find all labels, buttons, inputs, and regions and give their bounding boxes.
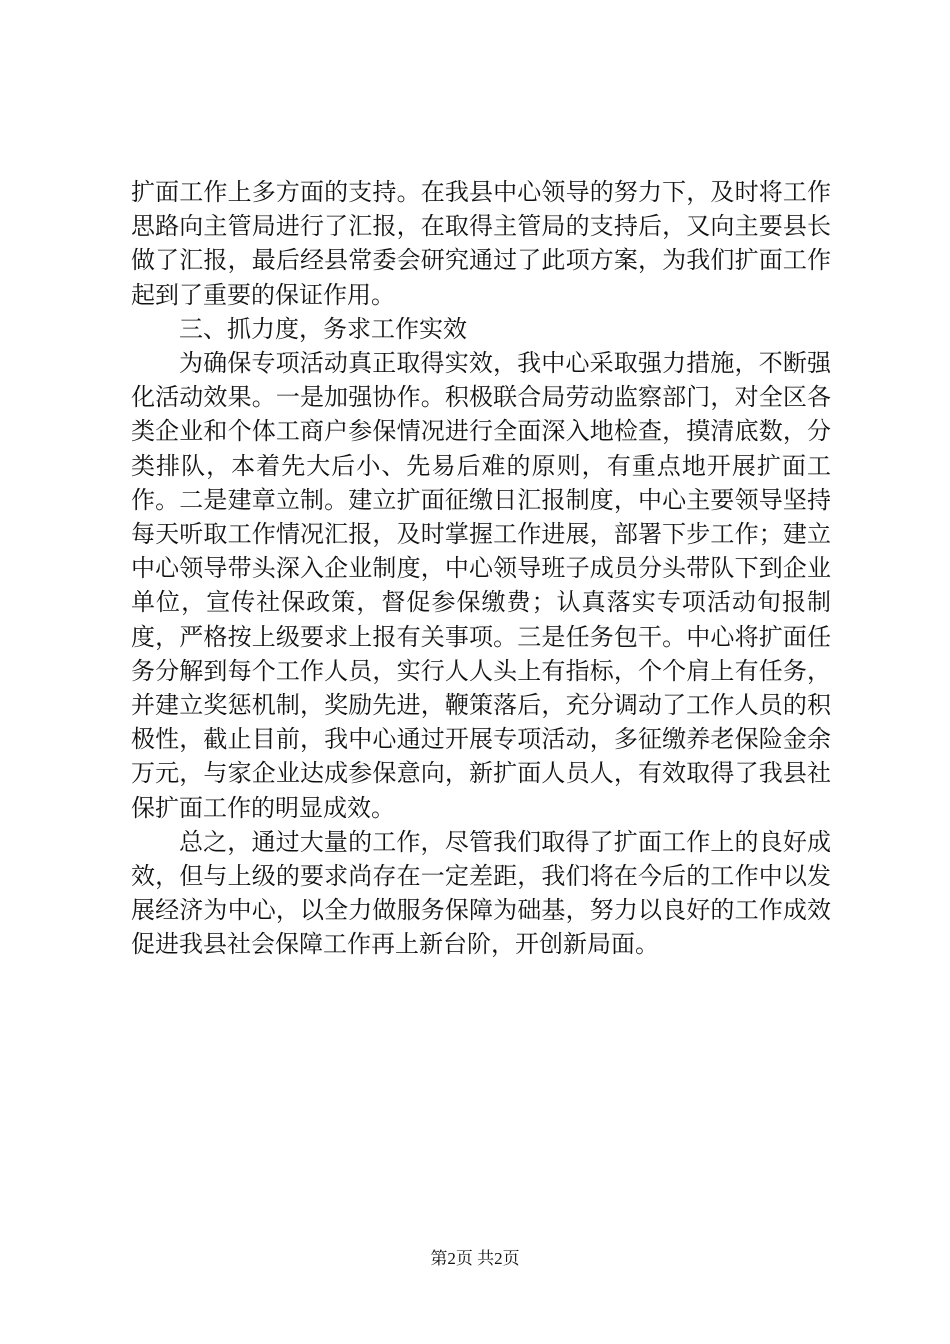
section-heading: 三、抓力度，务求工作实效 [179,314,467,343]
paragraph-measures: 为确保专项活动真正取得实效，我中心采取强力措施，不断强化活动效果。一是加强协作。积极联合局劳动监察部门，对全区各类企业和个体工商户参保情况进行全面深入地检查，摸清底数，分类排队，本着先大后小、先易后难的原则，有重点地开展扩面工作。二是建章立制。建立扩面征缴日汇报制度，中心主要领导坚持每天听取工作情况汇报，及时掌握工作进展，部署下步工作；建立中心领导带头深入企业制度，中心领导班子成员分头带队下到企业单位，宣传社保政策，督促参保缴费；认真落实专项活动旬报制度，严格按上级要求上报有关事项。三是任务包干。中心将扩面任务分解到每个工作人员，实行人人头上有指标，个个肩上有任务，并建立奖惩机制，奖励先进，鞭策落后，充分调动了工作人员的积极性，截止目前，我中心通过开展专项活动，多征缴养老保险金余万元，与家企业达成参保意向，新扩面人员人，有效取得了我县社保扩面工作的明显成效。 [131,349,831,822]
paragraph-continuation: 扩面工作上多方面的支持。在我县中心领导的努力下，及时将工作思路向主管局进行了汇报，在取得主管局的支持后，又向主要县长做了汇报，最后经县常委会研究通过了此项方案，为我们扩面工作起到了重要的保证作用。 [131,178,831,309]
page-number-footer: 第2页 共2页 [430,1249,520,1268]
paragraph-summary: 总之，通过大量的工作，尽管我们取得了扩面工作上的良好成效，但与上级的要求尚存在一定差距，我们将在今后的工作中以发展经济为中心，以全力做服务保障为础基，努力以良好的工作成效促进我县社会保障工作再上新台阶，开创新局面。 [131,827,831,959]
document-body [131,175,831,962]
